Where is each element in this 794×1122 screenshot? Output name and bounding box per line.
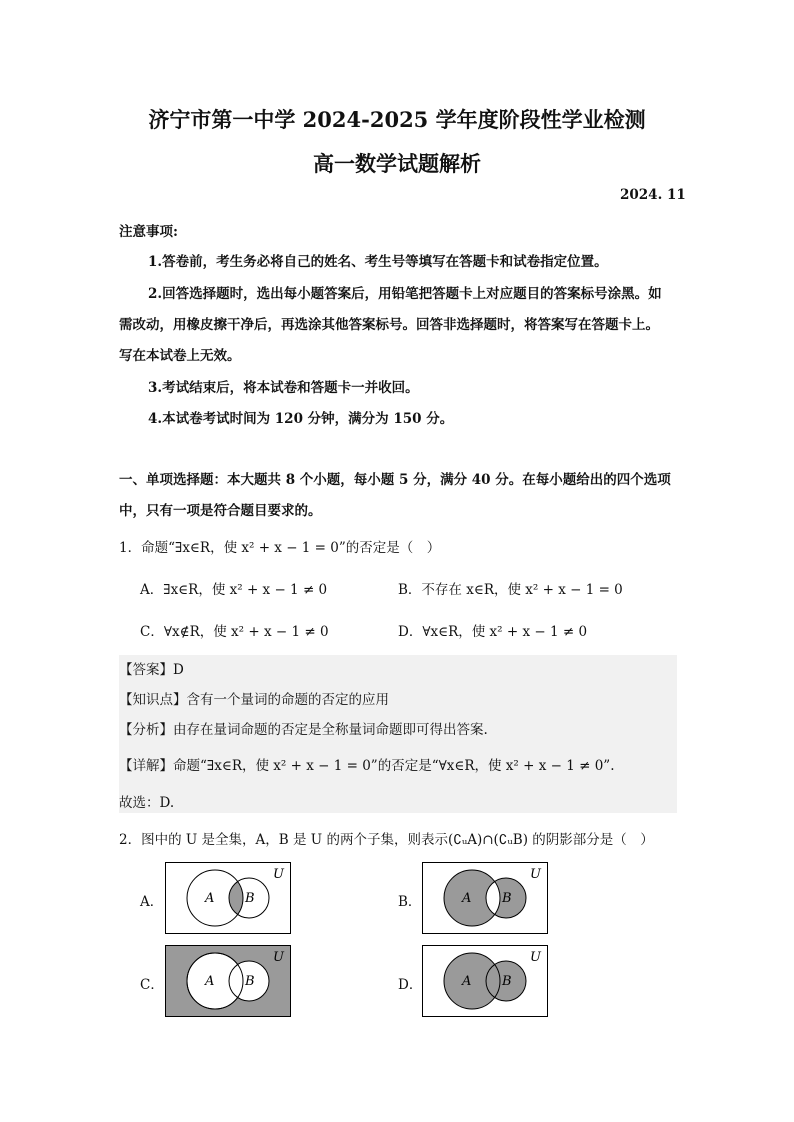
- notes-item-2-line-1: 2.回答选择题时，选出每小题答案后，用铅笔把答题卡上对应题目的答案标号涂黑。如: [148, 286, 662, 302]
- answer-panel: [119, 655, 677, 813]
- question-2-option-b-label: B．: [398, 894, 422, 910]
- notes-item-3: 3.考试结束后，将本试卷和答题卡一并收回。: [148, 380, 419, 396]
- question-1-option-d: D．∀x∈R，使 x² + x − 1 ≠ 0: [398, 624, 588, 640]
- exam-date: 2024. 11: [620, 187, 686, 203]
- answer-label: 【答案】D: [119, 662, 184, 678]
- label-b: B: [502, 974, 512, 989]
- question-1-stem: 1．命题“∃x∈R，使 x² + x − 1 = 0”的否定是（ ）: [119, 540, 441, 556]
- detailed-solution: 【详解】命题“∃x∈R，使 x² + x − 1 = 0”的否定是“∀x∈R，使 x² + x − 1 ≠ 0”.: [119, 758, 615, 774]
- notes-item-4: 4.本试卷考试时间为 120 分钟，满分为 150 分。: [148, 411, 454, 427]
- venn-diagram-c: [165, 945, 291, 1017]
- exam-title: 济宁市第一中学 2024-2025 学年度阶段性学业检测: [148, 107, 646, 132]
- venn-diagram-b: [422, 862, 548, 934]
- question-2-option-d-label: D．: [398, 977, 423, 993]
- knowledge-point: 【知识点】含有一个量词的命题的否定的应用: [119, 692, 389, 708]
- question-2-option-c-label: C．: [140, 977, 164, 993]
- question-1-option-a: A．∃x∈R，使 x² + x − 1 ≠ 0: [140, 582, 328, 598]
- notes-heading: 注意事项:: [119, 224, 178, 240]
- label-a: A: [462, 974, 472, 989]
- notes-item-2-line-2: 需改动，用橡皮擦干净后，再选涂其他答案标号。回答非选择题时，将答案写在答题卡上。: [119, 317, 659, 333]
- label-a: A: [462, 891, 472, 906]
- question-1-option-b: B．不存在 x∈R，使 x² + x − 1 = 0: [398, 582, 623, 598]
- exam-subtitle: 高一数学试题解析: [313, 151, 481, 176]
- label-u: U: [273, 867, 284, 882]
- question-1-option-c: C．∀x∉R，使 x² + x − 1 ≠ 0: [140, 624, 329, 640]
- label-a: A: [205, 891, 215, 906]
- venn-diagram-d: [422, 945, 548, 1017]
- label-u: U: [530, 867, 541, 882]
- conclusion: 故选：D.: [119, 795, 175, 811]
- label-u: U: [273, 950, 284, 965]
- label-u: U: [530, 950, 541, 965]
- notes-item-2-line-3: 写在本试卷上无效。: [119, 348, 241, 364]
- label-b: B: [245, 891, 255, 906]
- section-1-heading-line-2: 中，只有一项是符合题目要求的。: [119, 503, 322, 519]
- label-b: B: [502, 891, 512, 906]
- analysis: 【分析】由存在量词命题的否定是全称量词命题即可得出答案.: [119, 722, 488, 738]
- venn-diagram-a: [165, 862, 291, 934]
- section-1-heading-line-1: 一、单项选择题：本大题共 8 个小题，每小题 5 分，满分 40 分。在每小题给出的四个选项: [119, 472, 671, 488]
- label-a: A: [205, 974, 215, 989]
- question-2-option-a-label: A．: [140, 894, 164, 910]
- notes-item-1: 1.答卷前，考生务必将自己的姓名、考生号等填写在答题卡和试卷指定位置。: [148, 254, 608, 270]
- question-2-stem: 2．图中的 U 是全集，A，B 是 U 的两个子集，则表示(∁ᵤA)∩(∁ᵤB) 的阴影部分是（ ）: [119, 832, 654, 848]
- label-b: B: [245, 974, 255, 989]
